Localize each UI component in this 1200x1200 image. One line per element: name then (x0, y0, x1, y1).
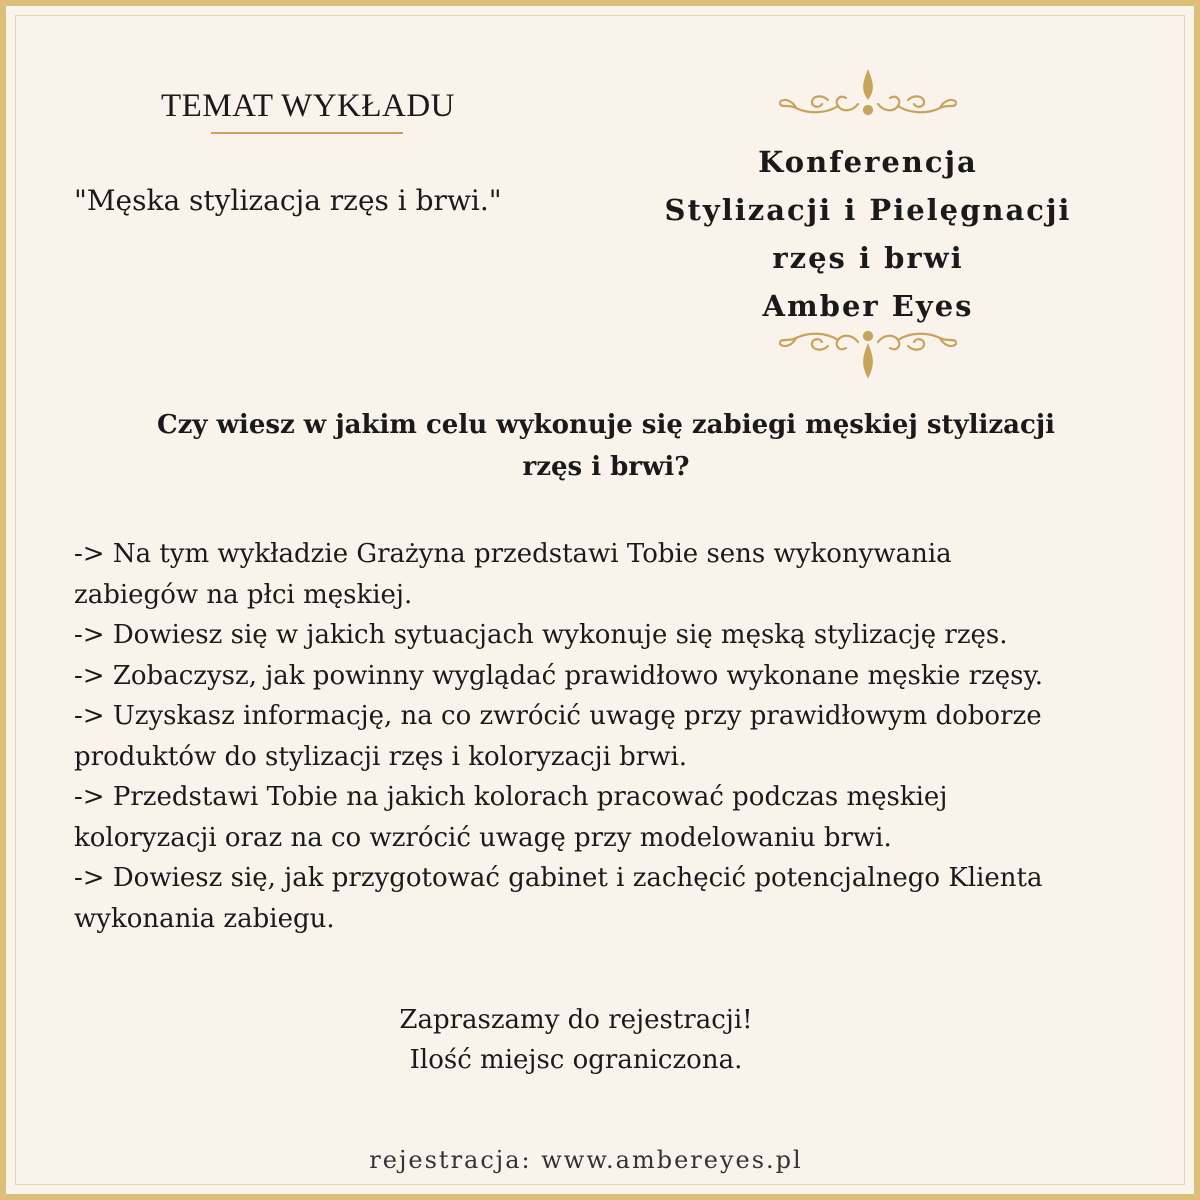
point-line: -> Uzyskasz informację, na co zwrócić uwagę przy prawidłowym doborze (74, 701, 1042, 731)
topic-title: "Męska stylizacja rzęs i brwi." (74, 184, 502, 217)
point-line: zabiegów na płci męskiej. (74, 579, 413, 610)
flourish-top-icon (768, 64, 968, 124)
lecture-points (74, 534, 1174, 939)
conference-title (618, 138, 1118, 330)
point-line: wykonania zabiegu. (74, 903, 335, 934)
point-line: -> Przedstawi Tobie na jakich kolorach pracować podczas męskiej (74, 782, 948, 812)
question-heading (66, 404, 1146, 488)
registration-footer: rejestracja: www.ambereyes.pl (369, 1146, 803, 1174)
invite-line: Zapraszamy do rejestracji! (399, 1005, 753, 1035)
topic-heading: TEMAT WYKŁADU (161, 88, 456, 124)
question-line: rzęs i brwi? (522, 452, 690, 482)
conference-line: rzęs i brwi (772, 241, 964, 275)
conference-line: Konferencja (758, 145, 978, 179)
invite-line: Ilość miejsc ograniczona. (409, 1045, 743, 1075)
point-line: produktów do stylizacji rzęs i koloryzacji brwi. (74, 741, 688, 772)
conference-line: Stylizacji i Pielęgnacji (664, 193, 1072, 227)
point-line: -> Zobaczysz, jak powinny wyglądać prawidłowo wykonane męskie rzęsy. (74, 660, 1043, 691)
point-line: -> Dowiesz się w jakich sytuacjach wykonuje się męską stylizację rzęs. (74, 620, 1008, 650)
question-line: Czy wiesz w jakim celu wykonuje się zabiegi męskiej stylizacji (156, 410, 1056, 440)
topic-underline (211, 132, 403, 134)
conference-line: Amber Eyes (762, 289, 974, 323)
point-line: -> Na tym wykładzie Grażyna przedstawi Tobie sens wykonywania (74, 539, 952, 569)
registration-invite (286, 1000, 866, 1080)
point-line: -> Dowiesz się, jak przygotować gabinet i zachęcić potencjalnego Klienta (74, 863, 1043, 893)
point-line: koloryzacji oraz na co wzrócić uwagę przy modelowaniu brwi. (74, 822, 892, 853)
flourish-bottom-icon (768, 324, 968, 384)
